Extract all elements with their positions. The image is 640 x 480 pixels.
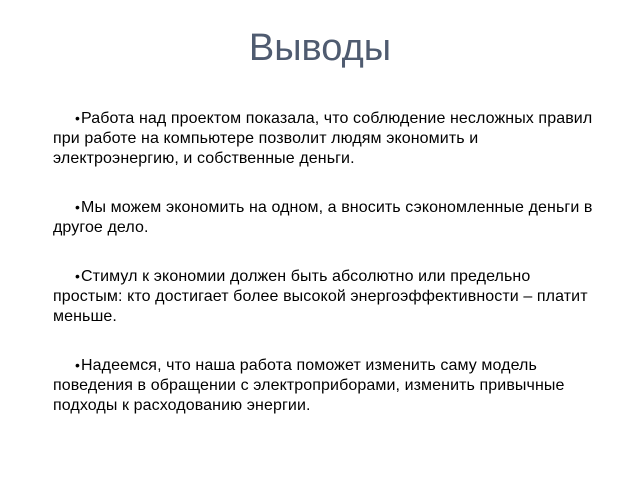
bullet-icon: •	[75, 357, 81, 373]
conclusion-item	[53, 197, 598, 238]
conclusion-text: Надеемся, что наша работа поможет изменить саму модель поведения в обращении с электроприборами, изменить привычные подходы к расходованию энергии.	[53, 357, 565, 414]
conclusion-item	[53, 266, 598, 327]
conclusion-text: Работа над проектом показала, что соблюдение несложных правил при работе на компьютере позволит людям экономить и электроэнергию, и собственные деньги.	[53, 110, 593, 167]
conclusion-text: Стимул к экономии должен быть абсолютно или предельно простым: кто достигает более высокой энергоэффективности – платит меньше.	[53, 268, 588, 325]
conclusion-text: Мы можем экономить на одном, а вносить сэкономленные деньги в другое дело.	[53, 199, 593, 236]
slide-title: Выводы	[248, 27, 392, 69]
bullet-icon: •	[75, 268, 81, 284]
conclusions-list	[53, 108, 598, 444]
bullet-icon: •	[75, 199, 81, 215]
bullet-icon: •	[75, 110, 81, 126]
conclusion-item	[53, 108, 598, 169]
conclusion-item	[53, 355, 598, 416]
